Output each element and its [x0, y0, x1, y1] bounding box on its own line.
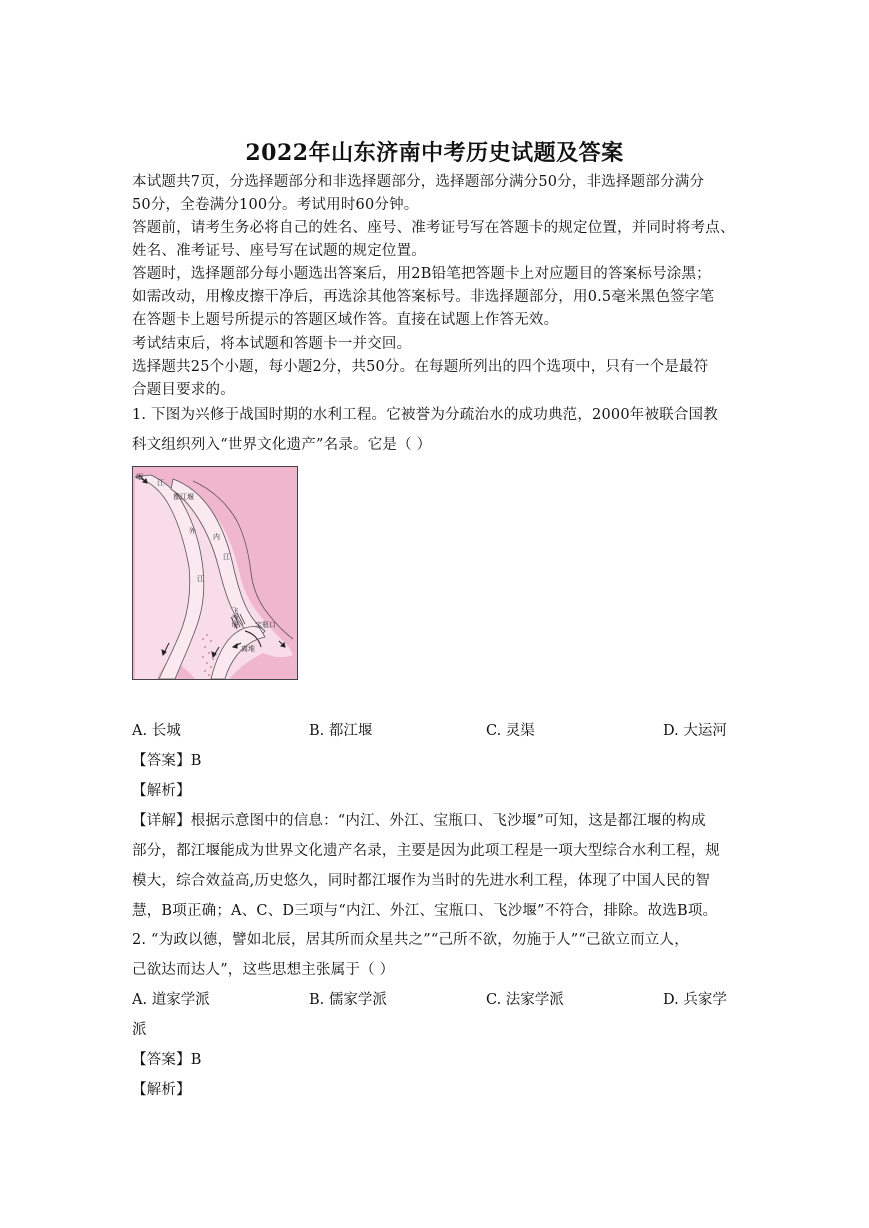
- intro-line: 50分，全卷满分100分。考试用时60分钟。: [132, 197, 419, 213]
- map-label: 江: [223, 553, 230, 561]
- option-a: A. 长城: [132, 723, 181, 739]
- question-1-stem: 1. 下图为兴修于战国时期的水利工程。它被誉为分疏治水的成功典范，2000年被联合国教: [132, 407, 718, 423]
- analysis-label: 【解析】: [132, 783, 191, 799]
- option-c: C. 法家学派: [486, 992, 564, 1008]
- map-label: 宝瓶口: [255, 621, 276, 629]
- question-2-stem: 2. “为政以德，譬如北辰，居其所而众星共之”“己所不欲，勿施于人”“己欲立而立人，: [132, 932, 689, 948]
- detail-line: 慧，B项正确；A、C、D三项与“内江、外江、宝瓶口、飞沙堰”不符合，排除。故选B项。: [132, 903, 718, 919]
- map-label: 都江堰: [173, 493, 194, 501]
- intro-line: 姓名、准考证号、座号写在试题的规定位置。: [132, 243, 426, 259]
- answer-label: 【答案】B: [132, 753, 202, 769]
- option-c: C. 灵渠: [486, 723, 535, 739]
- option-a: A. 道家学派: [132, 992, 210, 1008]
- answer-label: 【答案】B: [132, 1052, 202, 1068]
- question-2-stem: 己欲达而达人”，这些思想主张属于（ ）: [132, 962, 395, 978]
- intro-line: 如需改动，用橡皮擦干净后，再选涂其他答案标号。非选择题部分，用0.5毫米黑色签字笔: [132, 289, 715, 305]
- dujiangyan-map: [132, 466, 298, 680]
- option-d: D. 兵家学: [663, 992, 727, 1008]
- option-b: B. 儒家学派: [309, 992, 387, 1008]
- map-label: 飞沙堰: [231, 607, 239, 628]
- option-b: B. 都江堰: [309, 723, 373, 739]
- analysis-label: 【解析】: [132, 1082, 191, 1098]
- page-title: 2022年山东济南中考历史试题及答案: [245, 140, 624, 166]
- detail-line: 模大，综合效益高,历史悠久，同时都江堰作为当时的先进水利工程，体现了中国人民的智: [132, 873, 711, 889]
- map-label: 江: [197, 575, 204, 583]
- map-label: 内: [213, 533, 220, 541]
- intro-line: 考试结束后，将本试题和答题卡一并交回。: [132, 336, 412, 352]
- intro-line: 在答题卡上题号所提示的答题区域作答。直接在试题上作答无效。: [132, 312, 559, 328]
- option-d-wrap: 派: [132, 1022, 147, 1038]
- question-1-stem: 科文组织列入“世界文化遗产”名录。它是（ ）: [132, 437, 432, 453]
- map-label: 离堆: [241, 645, 255, 653]
- intro-line: 答题前，请考生务必将自己的姓名、座号、准考证号写在答题卡的规定位置，并同时将考点、: [132, 220, 735, 236]
- intro-line: 答题时，选择题部分每小题选出答案后，用2B铅笔把答题卡上对应题目的答案标号涂黑；: [132, 266, 711, 282]
- detail-line: 【详解】根据示意图中的信息：“内江、外江、宝瓶口、飞沙堰”可知，这是都江堰的构成: [132, 813, 706, 829]
- intro-line: 合题目要求的。: [132, 382, 235, 398]
- map-label: 外: [189, 527, 196, 535]
- map-label: 岷: [136, 473, 143, 481]
- intro-line: 本试题共7页，分选择题部分和非选择题部分，选择题部分满分50分，非选择题部分满分: [132, 174, 705, 190]
- map-label: 江: [157, 479, 164, 487]
- detail-line: 部分，都江堰能成为世界文化遗产名录，主要是因为此项工程是一项大型综合水利工程，规: [132, 843, 720, 859]
- option-d: D. 大运河: [663, 723, 727, 739]
- intro-line: 选择题共25个小题，每小题2分，共50分。在每题所列出的四个选项中，只有一个是最符: [132, 359, 709, 375]
